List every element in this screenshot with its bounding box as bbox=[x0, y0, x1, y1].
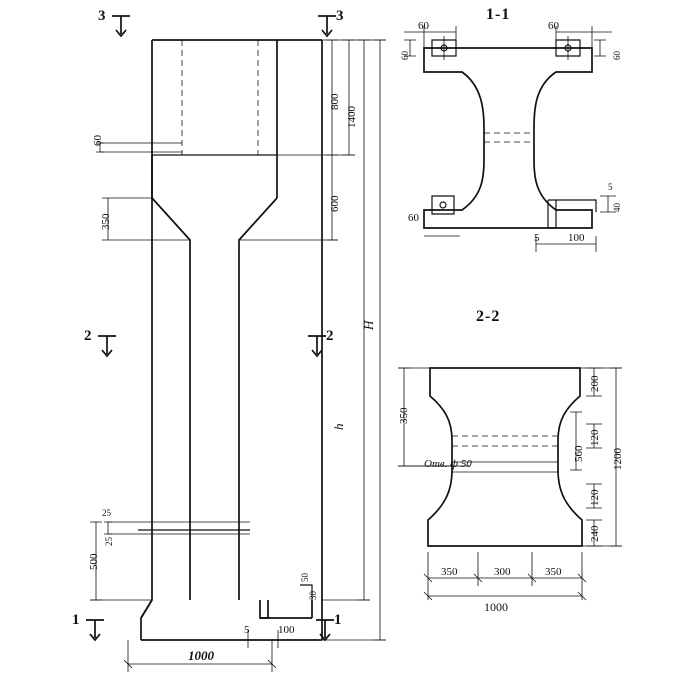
dim-left-500: 500 bbox=[88, 553, 100, 570]
dim-800: 800 bbox=[329, 93, 341, 110]
section-1-1-outline bbox=[424, 36, 596, 228]
bottom-note-100: 100 bbox=[278, 624, 295, 636]
dim-left-25b: 25 bbox=[102, 508, 111, 518]
section-1-1-title: 1-1 bbox=[486, 6, 511, 23]
s22-left-350: 350 bbox=[398, 407, 410, 424]
s11-right-5: 5 bbox=[608, 182, 613, 192]
mark-1-left: 1 bbox=[72, 612, 80, 628]
s22-bottom-300: 300 bbox=[494, 566, 511, 578]
s22-dim-560: 560 bbox=[573, 445, 585, 462]
s11-top-left-60: 60 bbox=[418, 20, 429, 32]
s11-bottom-100: 100 bbox=[568, 232, 585, 244]
dim-left-60: 60 bbox=[92, 135, 104, 146]
dim-left-25: 25 bbox=[104, 537, 114, 546]
s11-top-left-60v: 60 bbox=[400, 51, 410, 60]
section-2-2-outline bbox=[428, 368, 582, 546]
s11-top-right-60v: 60 bbox=[612, 51, 622, 60]
section-2-2-title: 2-2 bbox=[476, 308, 501, 325]
bottom-note-5: 5 bbox=[244, 624, 250, 636]
bottom-width-1000: 1000 bbox=[188, 648, 214, 663]
elevation-left-dimensions bbox=[90, 143, 190, 600]
elevation-dimensions bbox=[239, 40, 386, 640]
dim-left-350: 350 bbox=[100, 213, 112, 230]
elevation-outline bbox=[100, 40, 322, 640]
s22-dim-200: 200 bbox=[589, 375, 601, 392]
dim-1400: 1400 bbox=[346, 106, 358, 128]
s22-bottom-350-right: 350 bbox=[545, 566, 562, 578]
height-H: H bbox=[361, 320, 376, 330]
mark-3-right: 3 bbox=[336, 8, 344, 24]
mark-1-right: 1 bbox=[334, 612, 342, 628]
bottom-note-50: 50 bbox=[300, 573, 310, 582]
s11-right-40: 40 bbox=[612, 203, 622, 212]
s22-bottom-total-1000: 1000 bbox=[484, 600, 508, 614]
mark-3-left: 3 bbox=[98, 8, 106, 24]
s11-bottom-5: 5 bbox=[534, 232, 540, 244]
mark-2-left: 2 bbox=[84, 328, 92, 344]
s22-bottom-350-left: 350 bbox=[441, 566, 458, 578]
s11-bottom-left-60: 60 bbox=[408, 212, 419, 224]
mark-2-right: 2 bbox=[326, 328, 334, 344]
elevation-section-marks bbox=[86, 16, 336, 640]
s22-dim-120: 120 bbox=[589, 429, 601, 446]
bottom-note-30: 30 bbox=[308, 591, 318, 600]
s22-dim-1200: 1200 bbox=[612, 448, 624, 470]
s22-dim-120b: 120 bbox=[589, 489, 601, 506]
dim-600: 600 bbox=[329, 195, 341, 212]
s11-top-right-60: 60 bbox=[548, 20, 559, 32]
s22-dim-240: 240 bbox=[589, 525, 601, 542]
height-h: h bbox=[331, 423, 346, 430]
s22-hole-note: Отв. ф 50 bbox=[424, 458, 472, 470]
